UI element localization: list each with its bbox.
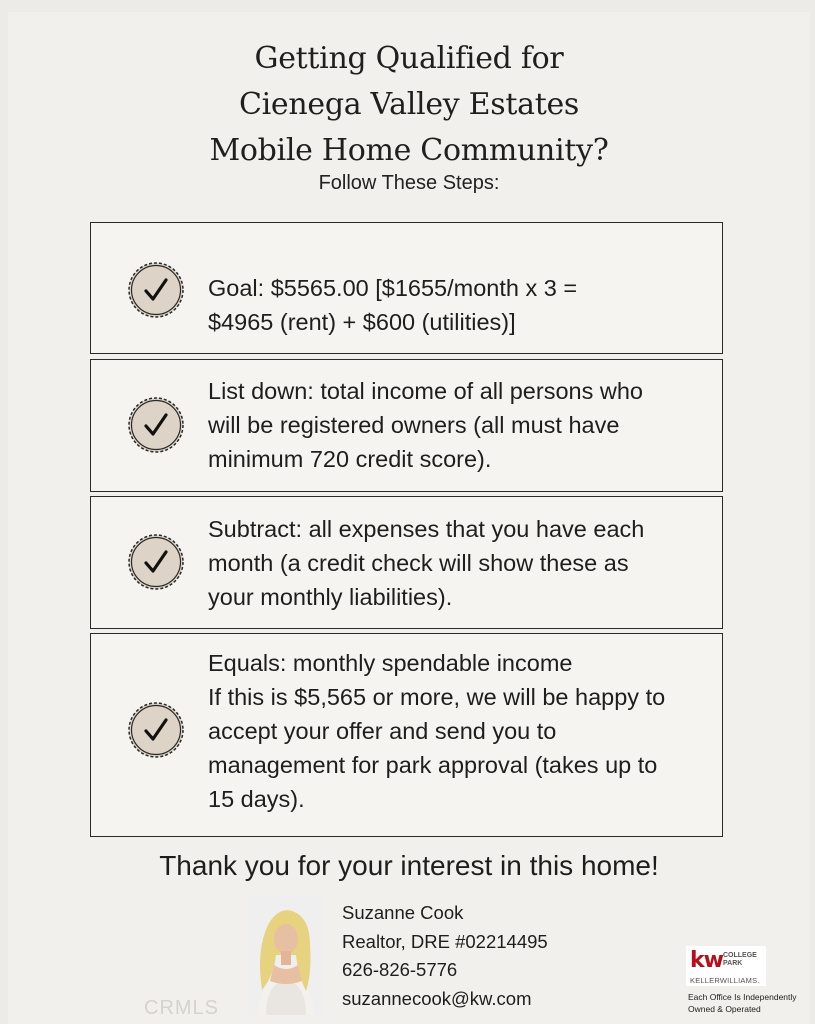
flyer-page [8, 12, 810, 1024]
step-text [208, 374, 708, 476]
title-line: Getting Qualified for [254, 41, 564, 76]
step-line: your monthly liabilities). [208, 584, 453, 610]
step-line: Equals: monthly spendable income [208, 650, 573, 676]
step-line: will be registered owners (all must have [208, 412, 620, 438]
step-text [208, 646, 708, 816]
step-line: Subtract: all expenses that you have each [208, 516, 645, 542]
checkmark-badge-icon [127, 261, 185, 319]
step-line: accept your offer and send you to [208, 718, 557, 744]
keller-williams-logo [686, 946, 797, 1014]
step-subtract-expenses [90, 496, 723, 629]
checkmark-badge-icon [127, 396, 185, 454]
title-line: Mobile Home Community? [209, 133, 609, 168]
kw-office [723, 952, 757, 968]
subtitle: Follow These Steps: [318, 172, 500, 194]
step-text [208, 512, 708, 614]
step-line: management for park approval (takes up to [208, 752, 658, 778]
kw-disclaimer-line: Each Office Is Independently [688, 992, 797, 1002]
step-goal [90, 222, 723, 354]
step-line: 15 days). [208, 786, 305, 812]
title-line: Cienega Valley Estates [238, 87, 580, 122]
agent-title: Realtor, DRE #02214495 [342, 930, 548, 952]
step-line: Goal: $5565.00 [$1655/month x 3 = [208, 275, 578, 301]
kw-logo-box [686, 946, 766, 986]
step-line: If this is $5,565 or more, we will be happy to [208, 684, 666, 710]
step-line: month (a credit check will show these as [208, 550, 629, 576]
step-line: minimum 720 credit score). [208, 446, 492, 472]
step-spendable-income [90, 633, 723, 837]
kw-disclaimer [688, 991, 797, 1015]
agent-phone[interactable]: 626-826-5776 [342, 959, 458, 980]
step-line: $4965 (rent) + $600 (utilities)] [208, 309, 516, 335]
step-list-income [90, 359, 723, 492]
kw-office-line: COLLEGE [723, 952, 757, 959]
crmls-watermark: CRMLS [144, 997, 220, 1019]
kw-disclaimer-line: Owned & Operated [688, 1004, 761, 1014]
checkmark-badge-icon [127, 701, 185, 759]
agent-photo [248, 895, 324, 1015]
agent-email[interactable]: suzannecook@kw.com [342, 987, 532, 1009]
kw-letters: kw [690, 948, 723, 973]
thank-you-message: Thank you for your interest in this home! [159, 850, 659, 881]
kw-office-line: PARK [723, 960, 743, 967]
agent-contact [342, 899, 548, 1013]
step-text [208, 271, 708, 339]
page-title [8, 36, 810, 174]
agent-name: Suzanne Cook [342, 902, 464, 923]
kw-brand: KELLERWILLIAMS. [690, 976, 760, 985]
checkmark-badge-icon [127, 533, 185, 591]
step-line: List down: total income of all persons who [208, 378, 643, 404]
